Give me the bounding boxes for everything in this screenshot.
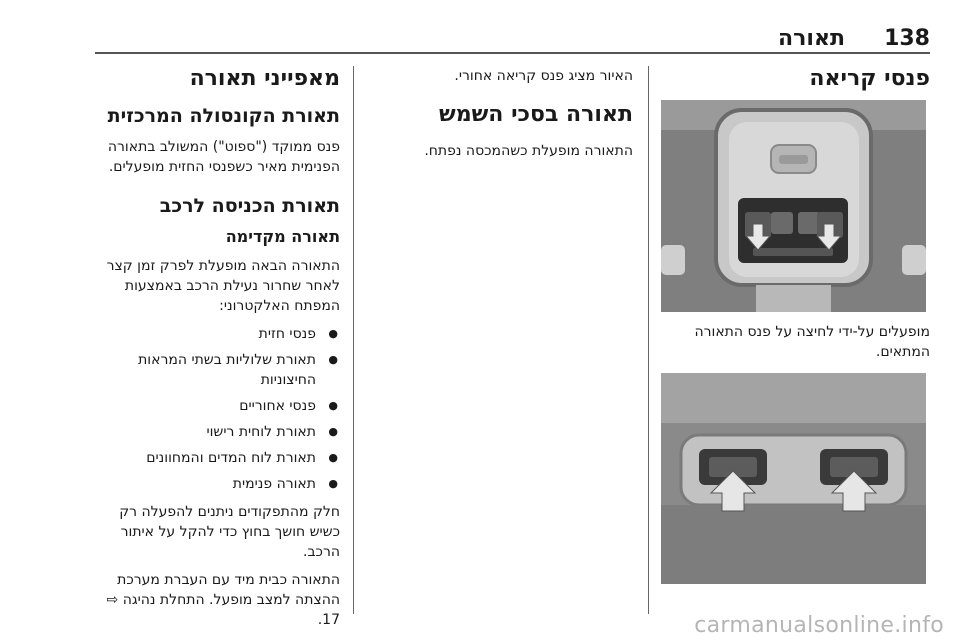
section-heading: תאורת הכניסה לרכב — [159, 195, 340, 217]
section-title: מאפייני תאורה — [189, 66, 340, 91]
section-heading: פנסי קריאה — [809, 66, 930, 91]
intro-text: התאורה הבאה מופעלת לפרק זמן קצר לאחר שחרור נעילת הרכב באמצעות המפתח האלקטרוני: — [106, 258, 340, 314]
list-item: ● פנסי אחוריים — [90, 396, 340, 416]
bullet-list — [90, 324, 340, 494]
paragraph: חלק מהתפקודים ניתנים להפעלה רק כשיש חושך בחוץ כדי להקל על איתור הרכב. — [119, 504, 340, 560]
header-title: תאורה — [778, 26, 845, 51]
column-divider — [353, 66, 354, 614]
column-left — [90, 60, 340, 638]
caption-container — [660, 322, 930, 370]
text: האיור מציג פנס קריאה אחורי. — [454, 68, 633, 84]
section-text: פנס ממוקד ("ספוט") המשולב בתאורה הפנימית מאיר כשפנסי החזית מופעלים. — [107, 139, 340, 175]
list-item: ● תאורת שלוליות בשתי המראות החיצוניות — [90, 350, 340, 390]
list-item: ● תאורת לוחית רישוי — [90, 422, 340, 442]
paragraph-text: התאורה כבית מיד עם העברת מערכת ההצתה למצב מופעל. התחלת נהיגה — [117, 572, 340, 608]
list-item: ● תאורה פנימית — [90, 474, 340, 494]
column-divider — [648, 66, 649, 614]
list-item: ● תאורת לוח המדים והמחוונים — [90, 448, 340, 468]
column-right — [660, 60, 930, 105]
front-reading-lights-illustration — [661, 100, 926, 312]
header-rule — [95, 52, 930, 54]
page-number: 138 — [884, 26, 930, 51]
column-middle — [365, 60, 633, 169]
rear-reading-lights-illustration — [661, 373, 926, 584]
page-reference: ⇨ 17. — [106, 592, 340, 628]
subheading: תאורה מקדימה — [225, 227, 340, 246]
watermark: carmanualsonline.info — [694, 613, 944, 638]
section-heading: תאורת הקונסולה המרכזית — [107, 105, 340, 127]
figure-caption: מופעלים על-ידי לחיצה על פנס התאורה המתאים. — [694, 324, 930, 360]
front-reading-lights-image — [661, 100, 926, 312]
rear-reading-lights-image — [661, 373, 926, 584]
paragraph — [90, 570, 340, 630]
section-heading: תאורה בסכי השמש — [439, 102, 633, 127]
list-item: ● פנסי חזית — [90, 324, 340, 344]
text: התאורה מופעלת כשהמכסה נפתח. — [424, 143, 633, 159]
